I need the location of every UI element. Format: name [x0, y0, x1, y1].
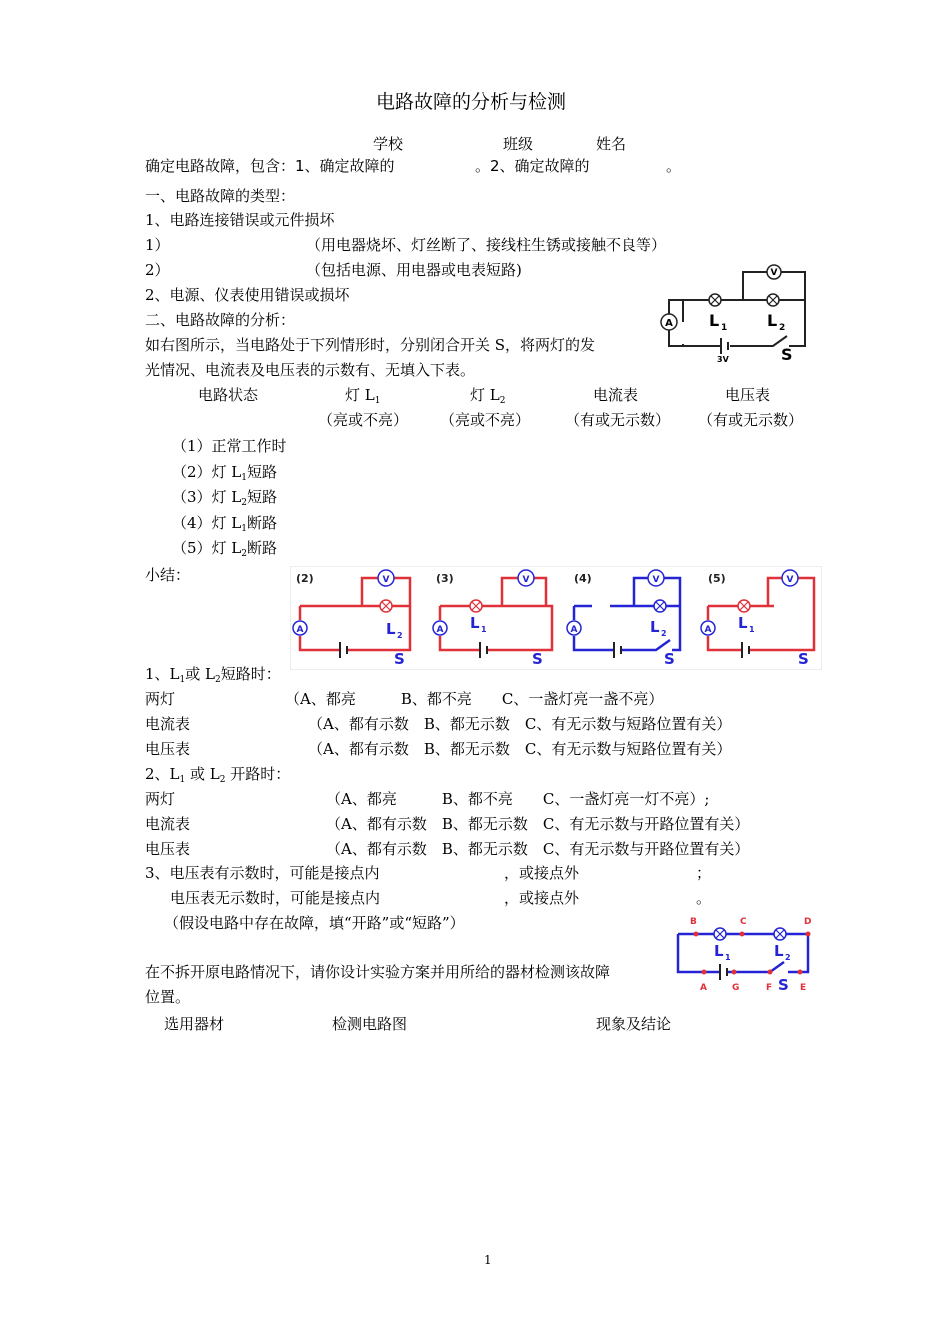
hint-voltmeter: （有或无示数）: [698, 411, 804, 429]
svg-text:A: A: [436, 625, 444, 635]
page-number: 1: [484, 1253, 492, 1267]
short-lamps-options: （A、都亮 B、都不亮 C、一盏灯亮一盏不亮）: [285, 690, 664, 708]
short-ammeter-options: （A、都有示数 B、都无示数 C、有无示数与短路位置有关）: [308, 715, 732, 733]
svg-text:S: S: [798, 650, 809, 668]
open-voltmeter-options: （A、都有示数 B、都无示数 C、有无示数与开路位置有关）: [326, 840, 750, 858]
svg-text:C: C: [740, 917, 747, 927]
design-line2: 位置。: [145, 988, 191, 1006]
svg-text:1: 1: [481, 625, 487, 634]
col-circuit-state: 电路状态: [198, 386, 259, 404]
table-row: （3）灯 $L_2$短路: [172, 488, 278, 508]
svg-text:L: L: [386, 620, 396, 638]
q3-line2-b: ，或接点外: [504, 889, 580, 907]
circuit-5-label: (5): [708, 572, 726, 585]
svg-text:A: A: [700, 983, 707, 992]
lamp-l1-icon: [709, 294, 721, 306]
svg-text:A: A: [704, 625, 712, 635]
open-lamps-options: （A、都亮 B、都不亮 C、一盏灯亮一灯不亮）;: [326, 790, 710, 808]
svg-text:A: A: [570, 625, 578, 635]
open-lamps-label: 两灯: [145, 790, 176, 808]
fault-circuits-strip: [290, 566, 822, 670]
design-line1: 在不拆开原电路情况下，请你设计实验方案并用所给的器材检测该故障: [145, 963, 611, 981]
design-col-result: 现象及结论: [596, 1015, 672, 1033]
col-lamp1: 灯 $L_1$: [345, 386, 381, 406]
sec1-sub1-desc: （用电器烧坏、灯丝断了、接线柱生锈或接触不良等）: [306, 236, 667, 254]
hint-ammeter: （有或无示数）: [565, 411, 671, 429]
sec1-item2: 2、电源、仪表使用错误或损坏: [145, 286, 350, 304]
svg-text:S: S: [532, 650, 543, 668]
circuit-2-label: (2): [296, 572, 314, 585]
q3-line1-c: ；: [696, 864, 712, 882]
class-label: 班级: [503, 135, 534, 153]
col-lamp2: 灯 $L_2$: [470, 386, 506, 406]
page-title: 电路故障的分析与检测: [376, 91, 567, 113]
svg-text:2: 2: [785, 953, 791, 962]
hint-lamp2: （亮或不亮）: [440, 411, 531, 429]
switch-label: S: [781, 345, 793, 364]
table-row: （4）灯 $L_1$断路: [172, 514, 278, 534]
q3-line2-a: 电压表无示数时，可能是接点内: [170, 889, 381, 907]
svg-text:A: A: [665, 318, 673, 329]
svg-text:2: 2: [397, 631, 403, 640]
svg-text:A: A: [296, 625, 304, 635]
svg-text:D: D: [804, 917, 812, 927]
sec2-para-line1: 如右图所示，当电路处于下列情形时，分别闭合开关 S，将两灯的发: [145, 336, 596, 354]
open-voltmeter-label: 电压表: [145, 840, 191, 858]
svg-text:B: B: [690, 917, 697, 927]
q3-line1-a: 3、电压表有示数时，可能是接点内: [145, 864, 380, 882]
lamp-l1-label: L: [709, 311, 720, 330]
short-voltmeter-options: （A、都有示数 B、都无示数 C、有无示数与短路位置有关）: [308, 740, 732, 758]
svg-text:L: L: [738, 614, 748, 632]
svg-text:L: L: [650, 618, 660, 636]
name-label: 姓名: [596, 135, 627, 153]
lamp-l1-icon: [714, 928, 726, 940]
q3-hint: （假设电路中存在故障，填“开路”或“短路”）: [164, 914, 465, 932]
sec1-sub1-num: 1）: [145, 236, 170, 254]
design-col-materials: 选用器材: [164, 1015, 225, 1033]
sec1-heading: 一、电路故障的类型：: [145, 187, 296, 205]
table-row: （2）灯 $L_1$短路: [172, 463, 278, 483]
svg-text:1: 1: [725, 953, 731, 962]
intro-a: 确定电路故障，包含：1、确定故障的: [145, 157, 395, 175]
intro-c: 。: [666, 157, 682, 175]
hint-lamp1: （亮或不亮）: [318, 411, 409, 429]
summary-label: 小结：: [145, 566, 191, 584]
ammeter-icon: [661, 314, 677, 330]
svg-text:1: 1: [749, 625, 755, 634]
battery-label: 3V: [717, 355, 729, 364]
open-ammeter-options: （A、都有示数 B、都无示数 C、有无示数与开路位置有关）: [326, 815, 750, 833]
svg-text:L: L: [714, 942, 724, 960]
svg-text:V: V: [652, 575, 660, 585]
open-ammeter-label: 电流表: [145, 815, 191, 833]
open-heading: 2、$L_1$ 或 $L_2$ 开路时：: [145, 765, 291, 785]
table-row: （1）正常工作时: [172, 437, 287, 455]
voltmeter-icon: [767, 265, 781, 279]
sec1-sub2-num: 2）: [145, 261, 170, 279]
lamp-l2-icon: [774, 928, 786, 940]
short-lamps-label: 两灯: [145, 690, 176, 708]
intro-b: 。2、确定故障的: [475, 157, 590, 175]
sec1-sub2-desc: （包括电源、用电器或电表短路): [306, 261, 522, 279]
col-ammeter: 电流表: [593, 386, 639, 404]
sec1-item1: 1、电路连接错误或元件损坏: [145, 211, 335, 229]
sec2-heading: 二、电路故障的分析：: [145, 311, 296, 329]
lamp-l1-sub: 1: [721, 323, 728, 333]
svg-text:E: E: [800, 983, 807, 992]
svg-text:S: S: [394, 650, 405, 668]
table-row: （5）灯 $L_2$断路: [172, 539, 278, 559]
svg-text:G: G: [732, 983, 740, 992]
school-label: 学校: [373, 135, 404, 153]
sec2-para-line2: 光情况、电流表及电压表的示数有、无填入下表。: [145, 361, 476, 379]
svg-text:L: L: [774, 942, 784, 960]
lamp-l2-icon: [767, 294, 779, 306]
short-voltmeter-label: 电压表: [145, 740, 191, 758]
svg-text:F: F: [766, 983, 773, 992]
col-voltmeter: 电压表: [725, 386, 771, 404]
svg-text:V: V: [770, 268, 778, 278]
svg-text:V: V: [786, 575, 794, 585]
svg-text:2: 2: [661, 629, 667, 638]
circuit-3-label: (3): [436, 572, 454, 585]
main-circuit-diagram: [655, 264, 810, 364]
q3-line1-b: ，或接点外: [504, 864, 580, 882]
short-heading: 1、$L_1$或 $L_2$短路时：: [145, 665, 281, 685]
short-ammeter-label: 电流表: [145, 715, 191, 733]
svg-text:V: V: [382, 575, 390, 585]
svg-text:S: S: [778, 976, 789, 992]
q3-line2-c: 。: [696, 889, 712, 907]
svg-text:S: S: [664, 650, 675, 668]
lamp-l2-sub: 2: [779, 323, 786, 333]
detection-circuit-diagram: [670, 910, 815, 992]
svg-text:V: V: [522, 575, 530, 585]
design-col-circuit: 检测电路图: [332, 1015, 408, 1033]
lamp-l2-label: L: [767, 311, 778, 330]
circuit-4-label: (4): [574, 572, 592, 585]
svg-text:L: L: [470, 614, 480, 632]
